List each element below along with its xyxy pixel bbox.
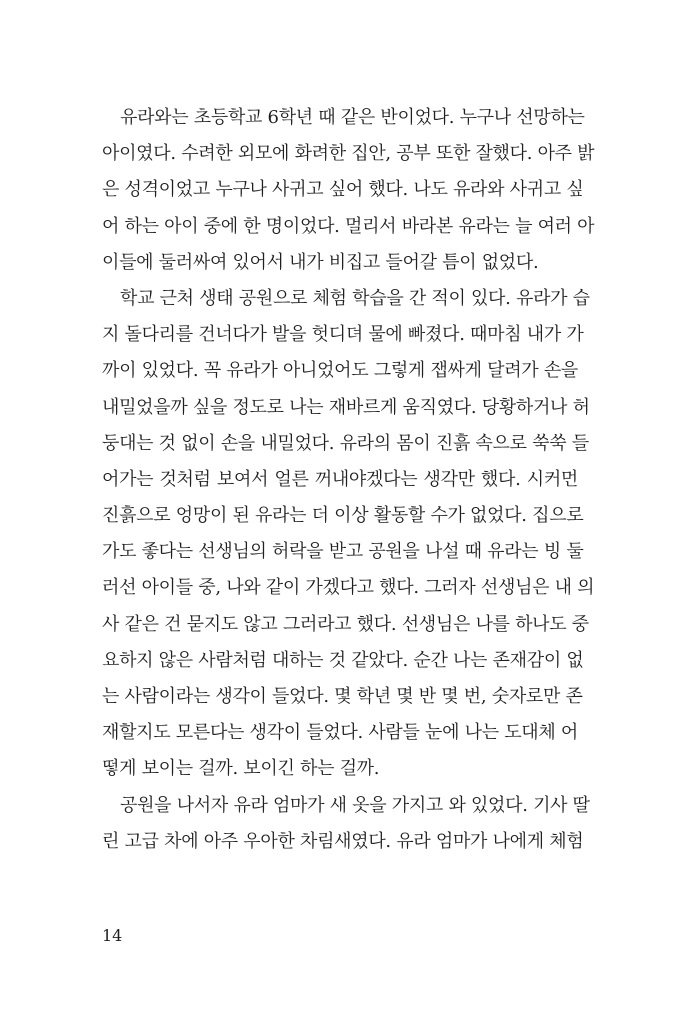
text-line: 까이 있었다. 꼭 유라가 아니었어도 그렇게 잽싸게 달려가 손을 (102, 360, 578, 382)
text-line: 어 하는 아이 중에 한 명이었다. 멀리서 바라본 유라는 늘 여러 아 (102, 215, 595, 237)
text-line: 아이였다. 수려한 외모에 화려한 집안, 공부 또한 잘했다. 아주 밝 (102, 143, 595, 165)
text-line: 은 성격이었고 누구나 사귀고 싶어 했다. 나도 유라와 사귀고 싶 (102, 179, 584, 201)
text-line: 공원을 나서자 유라 엄마가 새 옷을 가지고 와 있었다. 기사 딸 (120, 794, 590, 816)
text-line: 진흙으로 엉망이 된 유라는 더 이상 활동할 수가 없었다. 집으로 (102, 505, 584, 527)
text-line: 는 사람이라는 생각이 들었다. 몇 학년 몇 반 몇 번, 숫자로만 존 (102, 686, 583, 707)
body-text (102, 100, 595, 860)
text-line: 둥대는 것 없이 손을 내밀었다. 유라의 몸이 진흙 속으로 쑥쑥 들 (102, 432, 589, 454)
text-line: 내밀었을까 싶을 정도로 나는 재바르게 움직였다. 당황하거나 허 (102, 396, 590, 418)
text-line: 어가는 것처럼 보여서 얼른 꺼내야겠다는 생각만 했다. 시커먼 (102, 468, 578, 490)
page-number: 14 (102, 926, 123, 945)
text-line: 린 고급 차에 아주 우아한 차림새였다. 유라 엄마가 나에게 체험 (102, 830, 584, 852)
text-line: 유라와는 초등학교 6학년 때 같은 반이었다. 누구나 선망하는 (120, 107, 585, 128)
text-line: 요하지 않은 사람처럼 대하는 것 같았다. 순간 나는 존재감이 없 (102, 649, 584, 671)
text-line: 이들에 둘러싸여 있어서 내가 비집고 들어갈 틈이 없었다. (102, 251, 539, 273)
text-line: 재할지도 모른다는 생각이 들었다. 사람들 눈에 나는 도대체 어 (102, 722, 578, 744)
text-line: 러선 아이들 중, 나와 같이 가겠다고 했다. 그러자 선생님은 내 의 (102, 577, 595, 599)
text-line: 사 같은 건 묻지도 않고 그러라고 했다. 선생님은 나를 하나도 중 (102, 613, 589, 635)
text-line: 학교 근처 생태 공원으로 체험 학습을 간 적이 있다. 유라가 습 (120, 287, 590, 309)
text-line: 가도 좋다는 선생님의 허락을 받고 공원을 나설 때 유라는 빙 둘 (102, 541, 584, 563)
text-line: 떻게 보이는 걸까. 보이긴 하는 걸까. (102, 758, 380, 780)
text-line: 지 돌다리를 건너다가 발을 헛디뎌 물에 빠졌다. 때마침 내가 가 (102, 324, 584, 346)
